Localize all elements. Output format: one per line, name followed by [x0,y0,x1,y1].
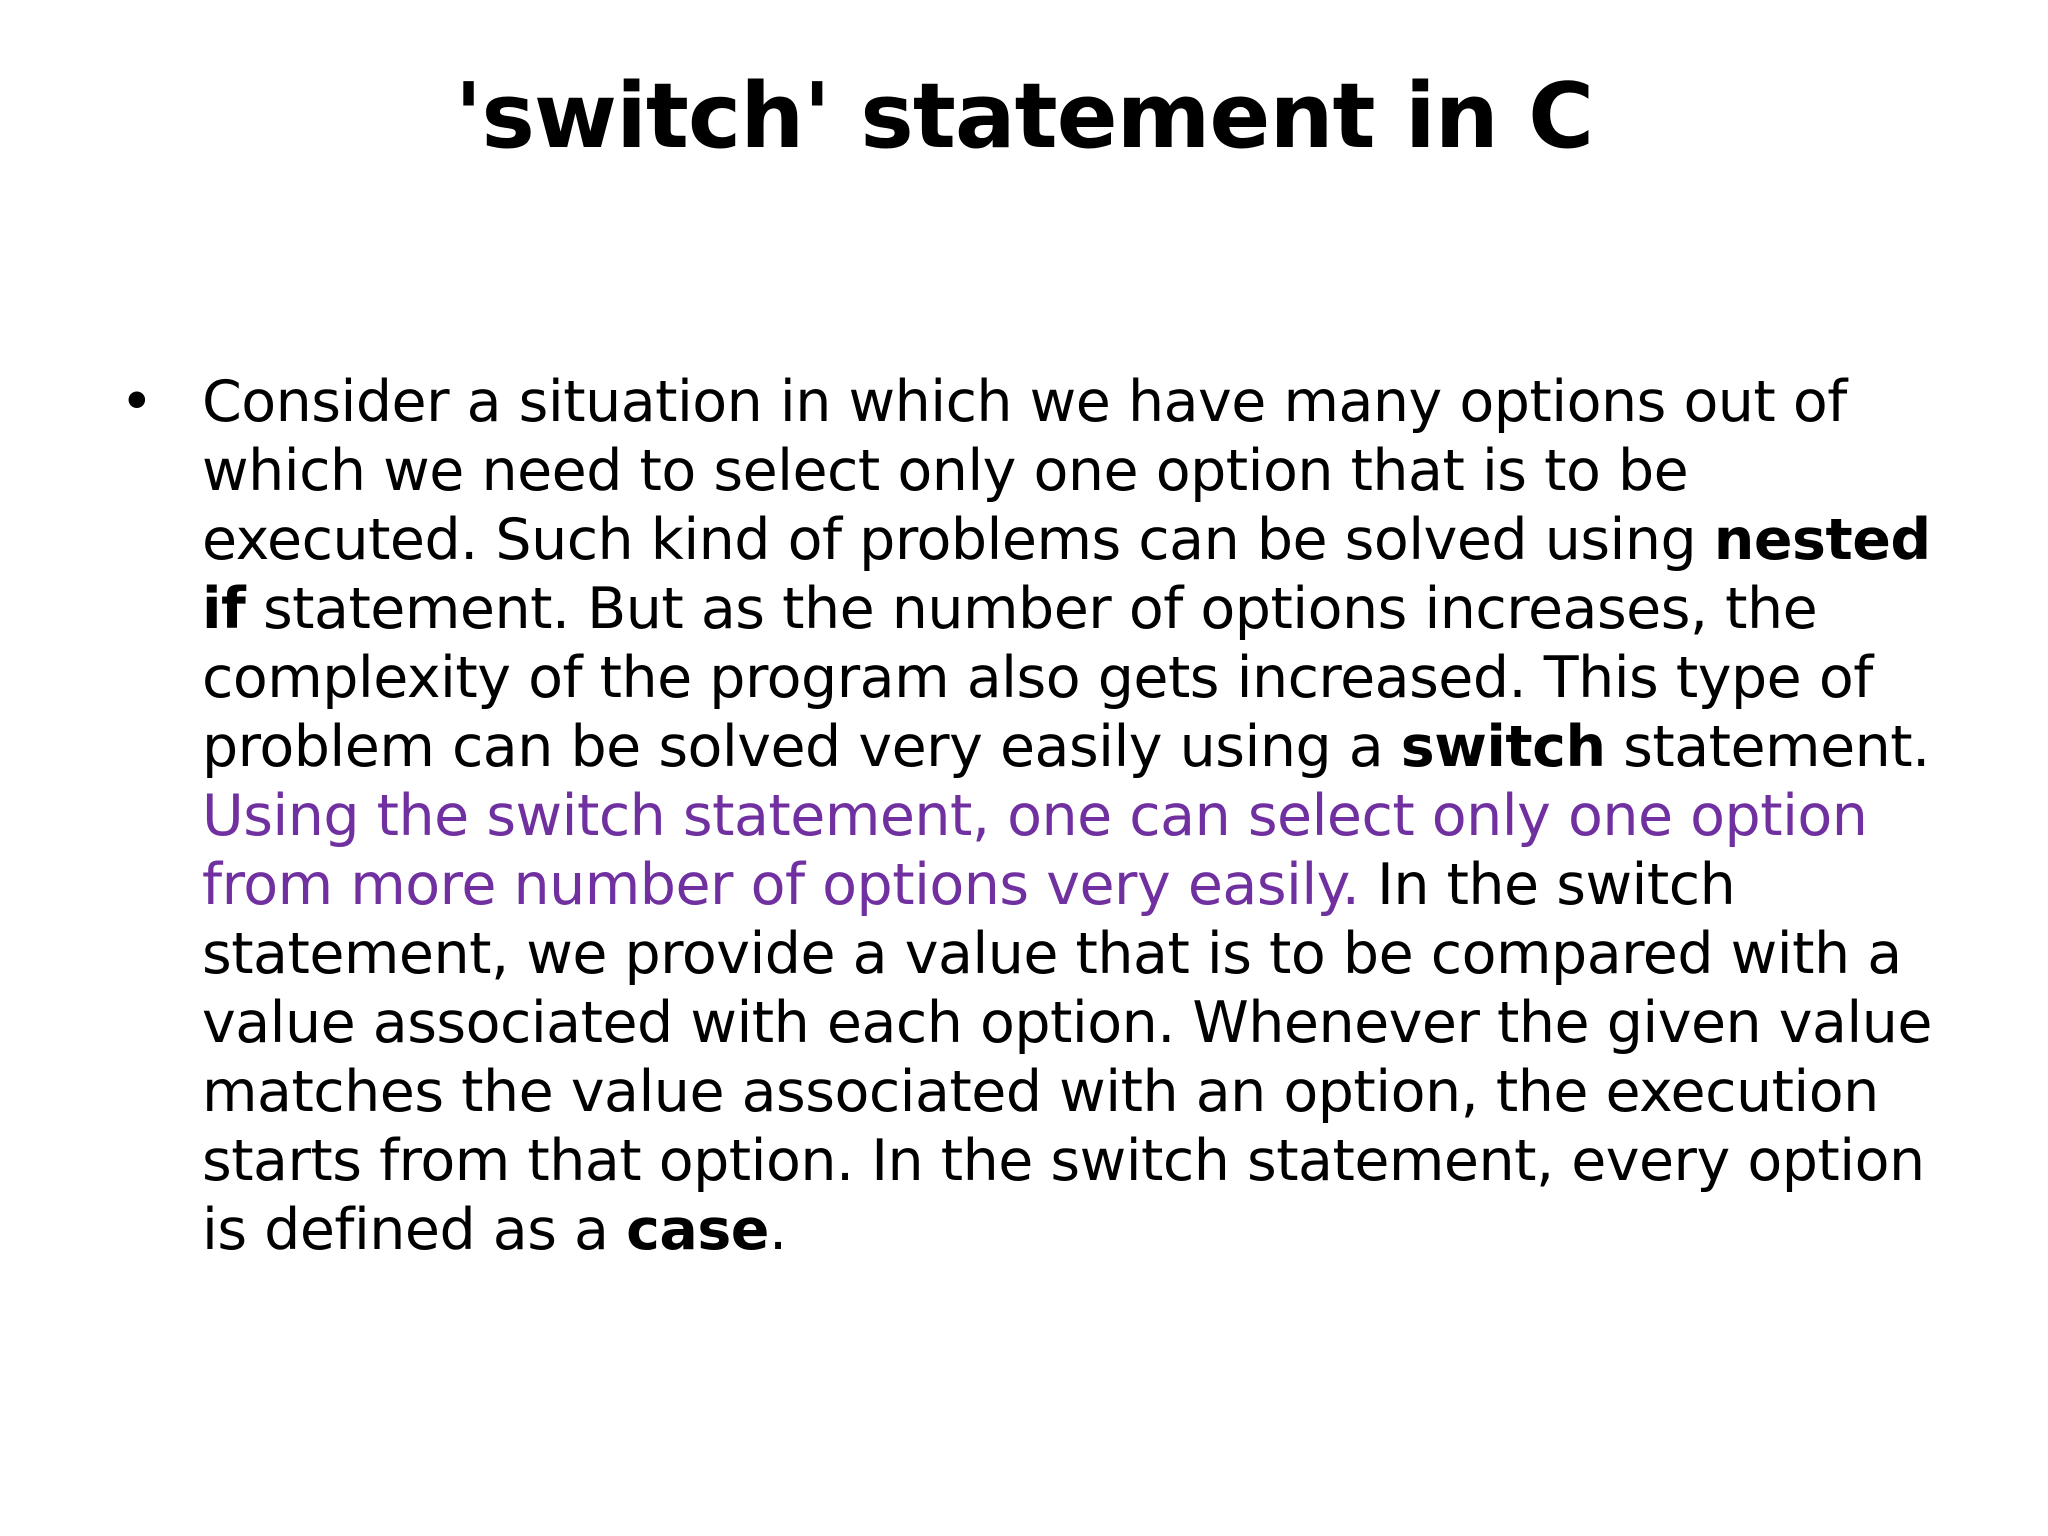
paragraph-text-3: statement. [1605,714,1930,780]
keyword-case: case [626,1197,769,1263]
keyword-nested-if: nested if [202,507,1931,642]
bullet-list [120,368,1950,1265]
paragraph-text-5: . [768,1197,787,1263]
bullet-icon: • [120,369,154,435]
paragraph-text-4: In the switch statement, we provide a value that is to be compared with a value associated with each option. Whenever the given value matches the value associated with an option, the execution starts from that option. In the switch statement, every option is defined as a [202,852,1932,1263]
paragraph-text-2: statement. But as the number of options increases, the complexity of the program also gets increased. This type of problem can be solved very easily using a [202,576,1873,780]
bullet-item [120,368,1950,1265]
slide-title: 'switch' statement in C [454,64,1594,169]
paragraph-text-1: Consider a situation in which we have many options out of which we need to select only one option that is to be executed. Such kind of problems can be solved using [202,369,1847,573]
keyword-switch: switch [1400,714,1606,780]
highlighted-sentence: Using the switch statement, one can select only one option from more number of options very easily. [202,783,1868,918]
